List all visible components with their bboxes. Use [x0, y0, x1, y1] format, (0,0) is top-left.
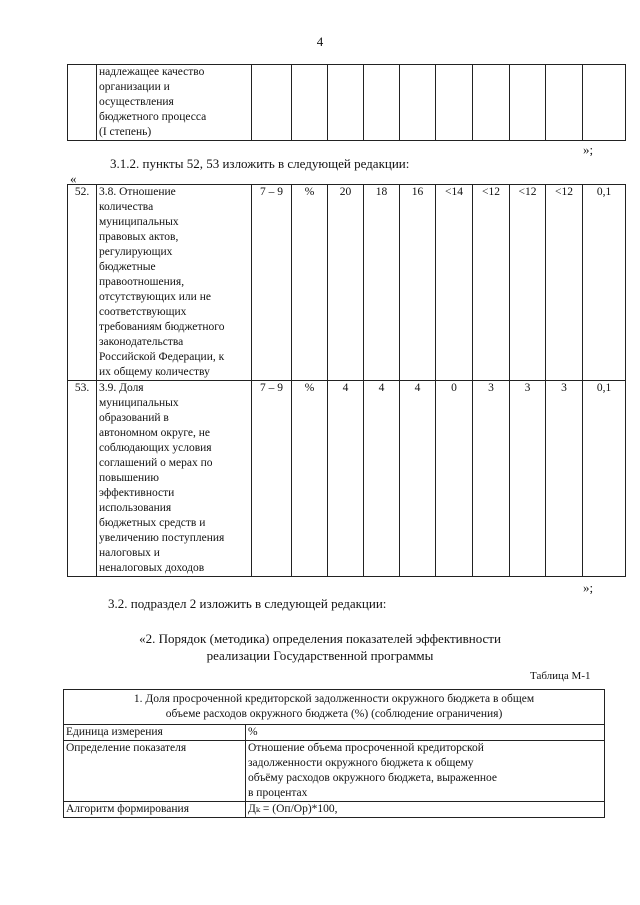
m1-definition-value: Отношение объема просроченной кредиторской задолженности окружного бюджета к общему объёму расходов окружного бюджета, выраженное в процентах: [246, 741, 605, 802]
row-value: <14: [436, 185, 473, 381]
paragraph-3-2: 3.2. подраздел 2 изложить в следующей редакции:: [108, 596, 387, 611]
table-row: [64, 802, 605, 818]
open-quote: «: [70, 171, 77, 186]
table-row: [68, 381, 626, 577]
row-value: <12: [473, 185, 510, 381]
table-label: Таблица М-1: [530, 670, 591, 682]
row-range: 7 – 9: [252, 185, 292, 381]
m1-unit-value: %: [246, 725, 605, 741]
table-row: [64, 741, 605, 802]
row-value: 0: [436, 381, 473, 577]
close-quote-2: »;: [583, 580, 594, 595]
row-value: 4: [364, 381, 400, 577]
m1-algorithm-label: Алгоритм формирования: [64, 802, 246, 818]
table-row: [64, 725, 605, 741]
row-value: 4: [400, 381, 436, 577]
table-row: [64, 690, 605, 725]
row-value: <12: [546, 185, 583, 381]
section-title-line1: «2. Порядок (методика) определения показателей эффективности: [139, 631, 501, 646]
row-value: 3: [473, 381, 510, 577]
table-row: [68, 185, 626, 381]
row-value: 16: [400, 185, 436, 381]
m1-unit-label: Единица измерения: [64, 725, 246, 741]
row-value: 0,1: [583, 185, 626, 381]
paragraph-3-1-2: 3.1.2. пункты 52, 53 изложить в следующей редакции:: [110, 156, 410, 171]
m1-algorithm-value: Дₖ = (Оп/Ор)*100,: [246, 802, 605, 818]
top-table-text: надлежащее качество организации и осуществления бюджетного процесса (I степень): [97, 65, 252, 141]
row-value: 20: [328, 185, 364, 381]
row-description: 3.8. Отношение количества муниципальных правовых актов, регулирующих бюджетные правоотношения, отсутствующих или не соответствующих требованиям бюджетного законодательства Российской Федерации, к их общему количеству: [97, 185, 252, 381]
row-number: 52.: [68, 185, 97, 381]
row-value: <12: [510, 185, 546, 381]
m1-definition-label: Определение показателя: [64, 741, 246, 802]
table-m1: [63, 689, 605, 818]
m1-title: 1. Доля просроченной кредиторской задолженности окружного бюджета в общем объеме расходов окружного бюджета (%) (соблюдение ограничения): [64, 690, 605, 725]
row-value: 0,1: [583, 381, 626, 577]
row-unit: %: [292, 381, 328, 577]
row-description: 3.9. Доля муниципальных образований в автономном округе, не соблюдающих условия соглашений о мерах по повышению эффективности использования бюджетных средств и увеличению поступления налоговых и неналоговых доходов: [97, 381, 252, 577]
top-table-fragment: [67, 64, 626, 141]
row-range: 7 – 9: [252, 381, 292, 577]
page-number: 4: [316, 34, 324, 49]
close-quote-1: »;: [583, 142, 594, 157]
row-unit: %: [292, 185, 328, 381]
section-title-line2: реализации Государственной программы: [206, 648, 434, 663]
indicators-table: [67, 184, 626, 577]
row-number: 53.: [68, 381, 97, 577]
row-value: 4: [328, 381, 364, 577]
row-value: 3: [510, 381, 546, 577]
row-value: 18: [364, 185, 400, 381]
row-value: 3: [546, 381, 583, 577]
